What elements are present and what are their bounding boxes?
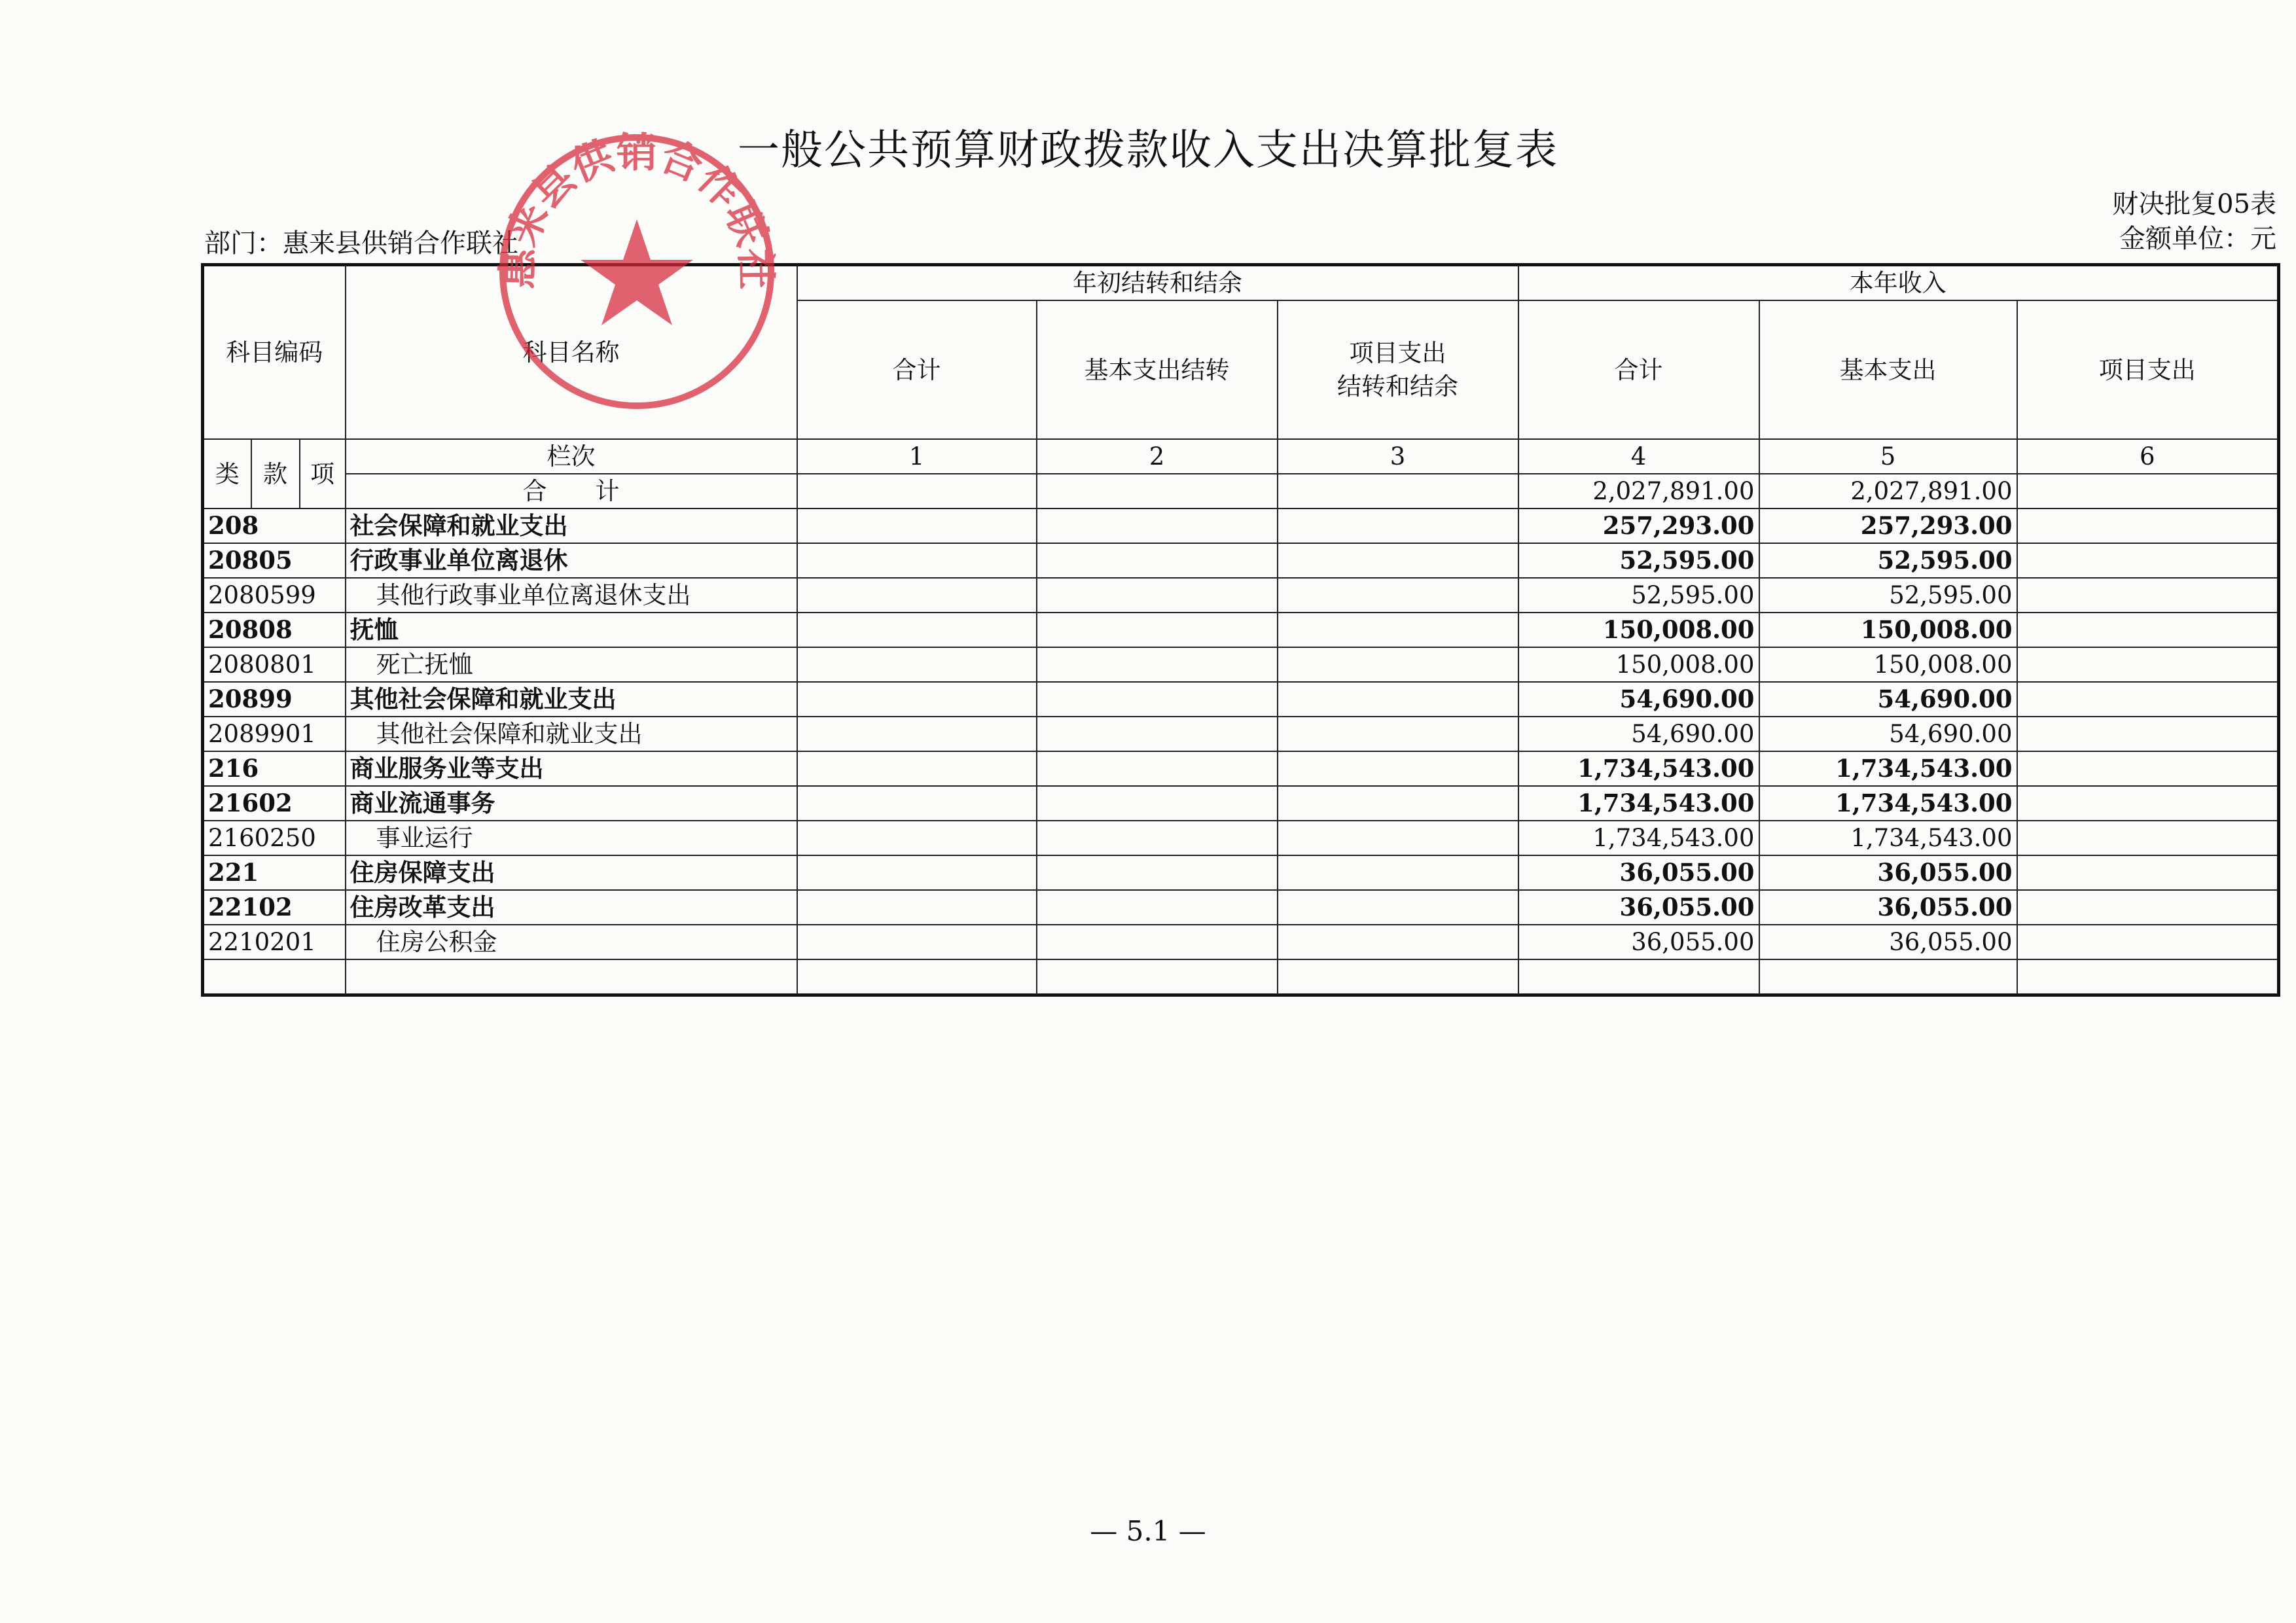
row-code: 20808 (203, 613, 346, 647)
col-number-1: 1 (797, 439, 1037, 474)
total-c3 (1278, 474, 1518, 508)
row-c5: 257,293.00 (1759, 508, 2017, 543)
total-c2 (1037, 474, 1278, 508)
row-c5: 36,055.00 (1759, 925, 2017, 959)
row-name: 其他社会保障和就业支出 (346, 682, 797, 717)
table-row (203, 717, 2279, 751)
row-name: 商业服务业等支出 (346, 751, 797, 786)
header-income-group: 本年收入 (1518, 265, 2279, 301)
table-row (203, 925, 2279, 959)
header-project-line2: 结转和结余 (1337, 372, 1458, 401)
department-label: 部门：惠来县供销合作联社 (204, 228, 518, 259)
col-number-4: 4 (1518, 439, 1759, 474)
row-code: 2080801 (203, 647, 346, 682)
row-code: 2080599 (203, 578, 346, 613)
row-code: 2089901 (203, 717, 346, 751)
row-name: 事业运行 (346, 821, 797, 855)
header-col-label: 栏次 (346, 439, 797, 474)
header-basic-carryover: 基本支出结转 (1037, 300, 1278, 439)
header-sub: 项 (300, 439, 346, 508)
row-c4: 150,008.00 (1518, 647, 1759, 682)
row-c4: 54,690.00 (1518, 682, 1759, 717)
row-code: 20899 (203, 682, 346, 717)
row-c5: 1,734,543.00 (1759, 751, 2017, 786)
col-number-5: 5 (1759, 439, 2017, 474)
row-name: 抚恤 (346, 613, 797, 647)
table-row (203, 751, 2279, 786)
page-title: 一般公共预算财政拨款收入支出决算批复表 (738, 126, 1558, 175)
col-number-3: 3 (1278, 439, 1518, 474)
total-row-label: 合 计 (346, 474, 797, 508)
row-c5: 52,595.00 (1759, 578, 2017, 613)
total-c6 (2017, 474, 2279, 508)
row-name: 其他社会保障和就业支出 (346, 717, 797, 751)
table-row-empty (203, 959, 2279, 995)
row-c4: 1,734,543.00 (1518, 751, 1759, 786)
header-carryover-total: 合计 (797, 300, 1037, 439)
amount-unit: 金额单位：元 (2119, 224, 2276, 254)
row-c4: 54,690.00 (1518, 717, 1759, 751)
row-c5: 150,008.00 (1759, 613, 2017, 647)
table-row (203, 647, 2279, 682)
header-class: 类 (203, 439, 251, 508)
header-project-carryover (1278, 300, 1518, 439)
row-name: 商业流通事务 (346, 786, 797, 821)
row-c4: 257,293.00 (1518, 508, 1759, 543)
header-project-line1: 项目支出 (1349, 339, 1446, 367)
row-code: 208 (203, 508, 346, 543)
row-code: 22102 (203, 890, 346, 925)
row-name: 住房保障支出 (346, 855, 797, 890)
header-income-basic: 基本支出 (1759, 300, 2017, 439)
row-c4: 1,734,543.00 (1518, 786, 1759, 821)
row-name: 死亡抚恤 (346, 647, 797, 682)
row-c4: 150,008.00 (1518, 613, 1759, 647)
table-row (203, 508, 2279, 543)
header-income-total: 合计 (1518, 300, 1759, 439)
row-name: 住房公积金 (346, 925, 797, 959)
row-c5: 1,734,543.00 (1759, 786, 2017, 821)
row-code: 21602 (203, 786, 346, 821)
total-c1 (797, 474, 1037, 508)
col-number-6: 6 (2017, 439, 2279, 474)
row-c4: 52,595.00 (1518, 578, 1759, 613)
row-c5: 150,008.00 (1759, 647, 2017, 682)
row-code: 2210201 (203, 925, 346, 959)
row-c5: 52,595.00 (1759, 543, 2017, 578)
row-c4: 1,734,543.00 (1518, 821, 1759, 855)
header-subject-name: 科目名称 (346, 265, 797, 440)
header-item: 款 (251, 439, 300, 508)
table-row (203, 890, 2279, 925)
row-name: 其他行政事业单位离退休支出 (346, 578, 797, 613)
row-c4: 52,595.00 (1518, 543, 1759, 578)
row-c5: 36,055.00 (1759, 890, 2017, 925)
table-row (203, 578, 2279, 613)
total-c4: 2,027,891.00 (1518, 474, 1759, 508)
seal-text: 惠来县供销合作联社 (493, 128, 780, 290)
row-c4: 36,055.00 (1518, 925, 1759, 959)
header-subject-code: 科目编码 (203, 265, 346, 440)
table-row (203, 855, 2279, 890)
row-c4: 36,055.00 (1518, 855, 1759, 890)
approval-table (201, 263, 2280, 997)
table-row (203, 786, 2279, 821)
total-c5: 2,027,891.00 (1759, 474, 2017, 508)
row-c5: 1,734,543.00 (1759, 821, 2017, 855)
row-c5: 54,690.00 (1759, 682, 2017, 717)
header-carryover-group: 年初结转和结余 (797, 265, 1518, 301)
row-name: 行政事业单位离退休 (346, 543, 797, 578)
table-row (203, 682, 2279, 717)
page-number: — 5.1 — (1090, 1515, 1206, 1547)
row-name: 社会保障和就业支出 (346, 508, 797, 543)
row-c5: 54,690.00 (1759, 717, 2017, 751)
col-number-2: 2 (1037, 439, 1278, 474)
row-code: 221 (203, 855, 346, 890)
row-c4: 36,055.00 (1518, 890, 1759, 925)
row-c5: 36,055.00 (1759, 855, 2017, 890)
table-row (203, 543, 2279, 578)
table-row (203, 821, 2279, 855)
form-code: 财决批复05表 (2112, 189, 2276, 219)
row-code: 2160250 (203, 821, 346, 855)
row-name: 住房改革支出 (346, 890, 797, 925)
header-income-project: 项目支出 (2017, 300, 2279, 439)
row-code: 216 (203, 751, 346, 786)
row-code: 20805 (203, 543, 346, 578)
table-row (203, 613, 2279, 647)
